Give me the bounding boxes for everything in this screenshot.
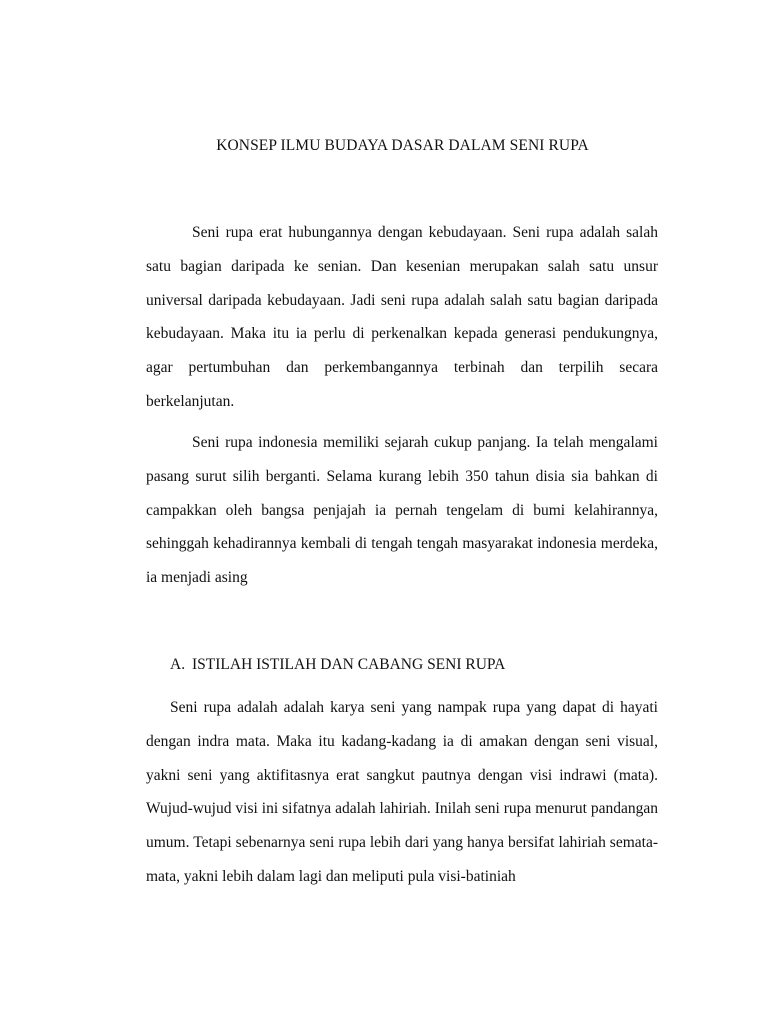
paragraph-3 [146,691,658,894]
paragraph-line: Seni rupa adalah adalah karya seni yang nampak rupa yang dapat di hayati [170,699,658,716]
paragraph-line: pasang surut silih berganti. Selama kurang lebih 350 tahun disia sia bahkan di [146,467,658,485]
paragraph-line: sehinggah kehadirannya kembali di tengah tengah masyarakat indonesia merdeka, [146,535,658,553]
paragraph-line: Seni rupa erat hubungannya dengan kebudayaan. Seni rupa adalah salah [192,224,658,241]
paragraph-line: berkelanjutan. [146,392,235,410]
paragraph-line: Wujud-wujud visi ini sifatnya adalah lahiriah. Inilah seni rupa menurut pandangan [146,800,658,818]
paragraph-line: satu bagian daripada ke senian. Dan kesenian merupakan salah satu unsur [146,257,658,275]
paragraph-line: dengan indra mata. Maka itu kadang-kadang ia di amakan dengan seni visual, [146,732,658,750]
section-heading-text: ISTILAH ISTILAH DAN CABANG SENI RUPA [192,656,506,673]
paragraph-line: umum. Tetapi sebenarnya seni rupa lebih dari yang hanya bersifat lahiriah semata- [146,834,658,852]
paragraph-1 [146,216,658,419]
paragraph-line: yakni seni yang aktifitasnya erat sangkut pautnya dengan visi indrawi (mata). [146,766,658,784]
section-letter: A. [170,656,186,673]
section-heading-a [170,656,505,674]
paragraph-line: kebudayaan. Maka itu ia perlu di perkenalkan kepada generasi pendukungnya, [146,325,658,343]
paragraph-2 [146,426,658,595]
document-title: KONSEP ILMU BUDAYA DASAR DALAM SENI RUPA [216,137,589,154]
paragraph-line: universal daripada kebudayaan. Jadi seni rupa adalah salah satu bagian daripada [146,291,658,309]
paragraph-line: Seni rupa indonesia memiliki sejarah cukup panjang. Ia telah mengalami [192,434,658,451]
paragraph-line: agar pertumbuhan dan perkembangannya terbinah dan terpilih secara [146,359,658,377]
paragraph-line: mata, yakni lebih dalam lagi dan meliputi pula visi-batiniah [146,867,516,885]
paragraph-line: ia menjadi asing [146,569,248,587]
paragraph-line: campakkan oleh bangsa penjajah ia pernah tengelam di bumi kelahirannya, [146,501,658,519]
